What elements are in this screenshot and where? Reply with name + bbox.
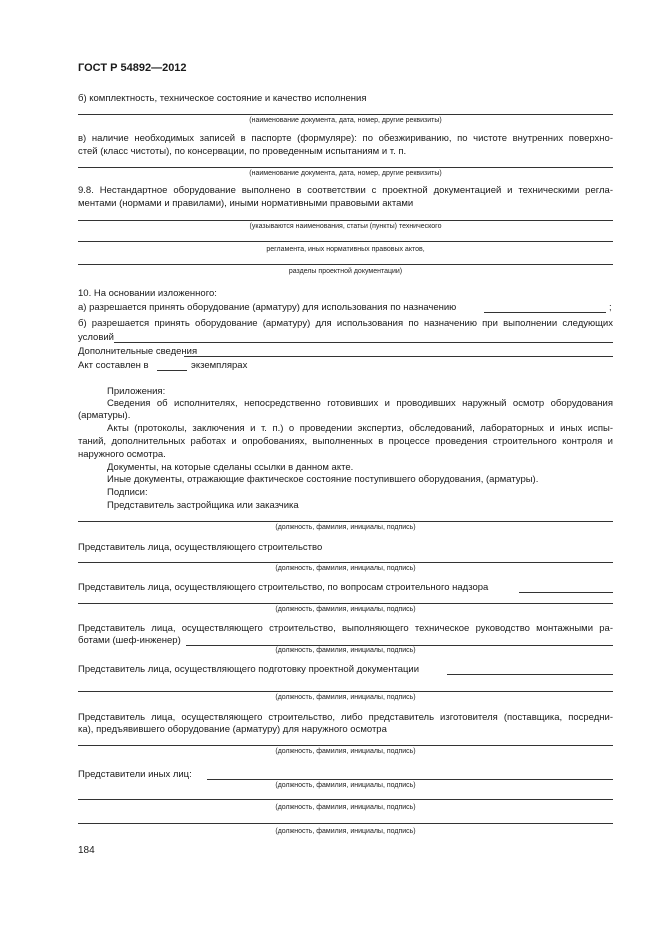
- signature-caption: (должность, фамилия, инициалы, подпись): [275, 524, 416, 531]
- fill-line[interactable]: [78, 167, 613, 168]
- signature-line[interactable]: [78, 562, 613, 563]
- signatory-other-parties: Представители иных лиц:: [78, 769, 192, 780]
- appendix-1-line2: (арматуры).: [78, 410, 131, 421]
- field-caption: разделы проектной документации): [288, 268, 403, 275]
- signature-line[interactable]: [78, 521, 613, 522]
- signatures-heading: Подписи:: [107, 487, 148, 498]
- additional-info-field[interactable]: [184, 356, 613, 357]
- section-10-heading: 10. На основании изложенного:: [78, 288, 217, 299]
- signatory-design-documentation: Представитель лица, осуществляющего подготовку проектной документации: [78, 664, 420, 675]
- conditions-field[interactable]: [114, 342, 613, 343]
- section-v-line2: стей (класс чистоты), по консервации, по проведенным испытаниям и т. п.: [78, 146, 407, 157]
- item-a-end: ;: [609, 302, 612, 313]
- copies-label-post: экземплярах: [191, 360, 248, 371]
- appendix-2-line2: таний, дополнительных работах и опробованиях, выполненных в процессе проведения строительного контроля и: [78, 436, 613, 447]
- signatory-customer: Представитель застройщика или заказчика: [107, 500, 299, 511]
- page-number: 184: [78, 845, 95, 856]
- section-9-8-line1: 9.8. Нестандартное оборудование выполнено в соответствии с проектной документацией и техническими регла-: [78, 185, 613, 196]
- appendix-3: Документы, на которые сделаны ссылки в данном акте.: [107, 462, 354, 473]
- signature-line[interactable]: [78, 823, 613, 824]
- appendix-4: Иные документы, отражающие фактическое состояние поступившего оборудования, (арматуры).: [107, 474, 539, 485]
- signature-caption: (должность, фамилия, инициалы, подпись): [275, 694, 416, 701]
- appendix-2-line1: Акты (протоколы, заключения и т. п.) о проведении экспертиз, обследований, лабораторных и иных испы-: [107, 423, 613, 434]
- item-b-line1: б) разрешается принять оборудование (арматуру) для использования по назначению при выполнении следующих: [78, 318, 613, 329]
- signature-caption: (должность, фамилия, инициалы, подпись): [275, 748, 416, 755]
- signature-caption: (должность, фамилия, инициалы, подпись): [275, 606, 416, 613]
- item-b-line2: условий: [78, 332, 114, 343]
- signature-line[interactable]: [186, 645, 613, 646]
- appendix-1-line1: Сведения об исполнителях, непосредственно готовивших и проводивших наружный осмотр оборудования: [107, 398, 613, 409]
- copies-label-pre: Акт составлен в: [78, 360, 149, 371]
- signature-caption: (должность, фамилия, инициалы, подпись): [275, 804, 416, 811]
- copies-count-field[interactable]: [157, 370, 187, 371]
- signature-line[interactable]: [207, 779, 613, 780]
- section-9-8-line2: ментами (нормами и правилами), иными нормативными правовыми актами: [78, 198, 414, 209]
- signature-inline-field[interactable]: [447, 674, 613, 675]
- additional-info-label: Дополнительные сведения: [78, 346, 198, 357]
- signature-line[interactable]: [78, 603, 613, 604]
- section-b-label: б) комплектность, техническое состояние и качество исполнения: [78, 93, 367, 104]
- signature-caption: (должность, фамилия, инициалы, подпись): [275, 565, 416, 572]
- signature-caption: (должность, фамилия, инициалы, подпись): [275, 647, 416, 654]
- fill-line[interactable]: [78, 114, 613, 115]
- section-v-line1: в) наличие необходимых записей в паспорте (формуляре): по обезжириванию, по чистоте внутренних поверхно-: [78, 133, 613, 144]
- signatory-chief-engineer-line2: ботами (шеф-инженер): [78, 635, 181, 646]
- item-a-label: а) разрешается принять оборудование (арматуру) для использования по назначению: [78, 302, 457, 313]
- signature-line[interactable]: [78, 745, 613, 746]
- signature-line[interactable]: [78, 691, 613, 692]
- signatory-builder: Представитель лица, осуществляющего строительство: [78, 542, 323, 553]
- signatory-chief-engineer-line1: Представитель лица, осуществляющего строительство, выполняющего техническое руководство монтажными ра-: [78, 623, 613, 634]
- field-caption: (наименование документа, дата, номер, другие реквизиты): [249, 170, 442, 177]
- field-caption: (наименование документа, дата, номер, другие реквизиты): [249, 117, 442, 124]
- document-header: ГОСТ Р 54892—2012: [78, 62, 187, 74]
- fill-line[interactable]: [78, 241, 613, 242]
- item-a-field[interactable]: [484, 312, 606, 313]
- signature-inline-field[interactable]: [519, 592, 613, 593]
- signatory-manufacturer-line2: ка), предъявившего оборудование (арматуру) для наружного осмотра: [78, 724, 387, 735]
- field-caption: (указываются наименования, статьи (пункты) технического: [249, 223, 442, 230]
- appendix-2-line3: наружного осмотра.: [78, 449, 166, 460]
- appendices-heading: Приложения:: [107, 386, 166, 397]
- fill-line[interactable]: [78, 264, 613, 265]
- signatory-construction-supervision: Представитель лица, осуществляющего строительство, по вопросам строительного надзора: [78, 582, 489, 593]
- signature-caption: (должность, фамилия, инициалы, подпись): [275, 782, 416, 789]
- signature-line[interactable]: [78, 799, 613, 800]
- signature-caption: (должность, фамилия, инициалы, подпись): [275, 828, 416, 835]
- signatory-manufacturer-line1: Представитель лица, осуществляющего строительство, либо представитель изготовителя (поставщика, посредни-: [78, 712, 613, 723]
- field-caption: регламента, иных нормативных правовых актов,: [266, 246, 425, 253]
- fill-line[interactable]: [78, 220, 613, 221]
